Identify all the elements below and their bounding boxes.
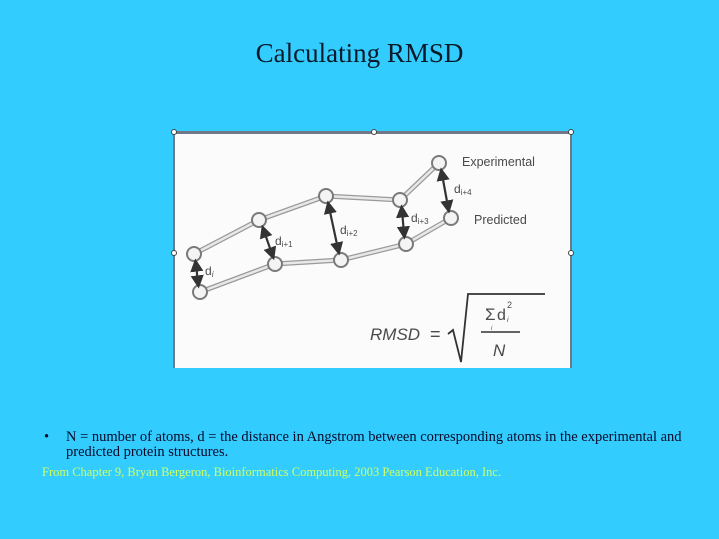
- formula-term-sup: 2: [507, 300, 513, 310]
- formula-term: d: [497, 307, 506, 324]
- label-d-i-plus-4: di+4: [454, 182, 472, 197]
- rmsd-figure[interactable]: [173, 131, 572, 368]
- bullet-list: [44, 430, 684, 460]
- label-d-i-plus-2: di+2: [340, 223, 358, 238]
- formula-term-sub: i: [507, 317, 509, 324]
- rmsd-formula: [370, 294, 545, 362]
- bullet-item: [44, 430, 684, 460]
- bullet-text: N = number of atoms, d = the distance in Angstrom between corresponding atoms in the experimental and predicted protein structures.: [66, 429, 682, 460]
- label-experimental: Experimental: [462, 155, 535, 169]
- bullet-marker: •: [44, 429, 50, 445]
- rmsd-diagram: [175, 134, 570, 368]
- formula-lhs: RMSD: [370, 325, 421, 344]
- label-d-i-plus-1: di+1: [275, 234, 293, 249]
- formula-denominator: N: [493, 341, 506, 360]
- formula-equals: =: [430, 324, 441, 344]
- label-predicted: Predicted: [474, 213, 527, 227]
- citation: From Chapter 9, Bryan Bergeron, Bioinformatics Computing, 2003 Pearson Education, Inc.: [42, 465, 502, 479]
- formula-sigma-index: i: [491, 326, 493, 332]
- label-d-i: di: [205, 264, 214, 279]
- formula-sigma: Σ: [485, 305, 496, 324]
- label-d-i-plus-3: di+3: [411, 211, 429, 226]
- slide-title: Calculating RMSD: [255, 38, 464, 68]
